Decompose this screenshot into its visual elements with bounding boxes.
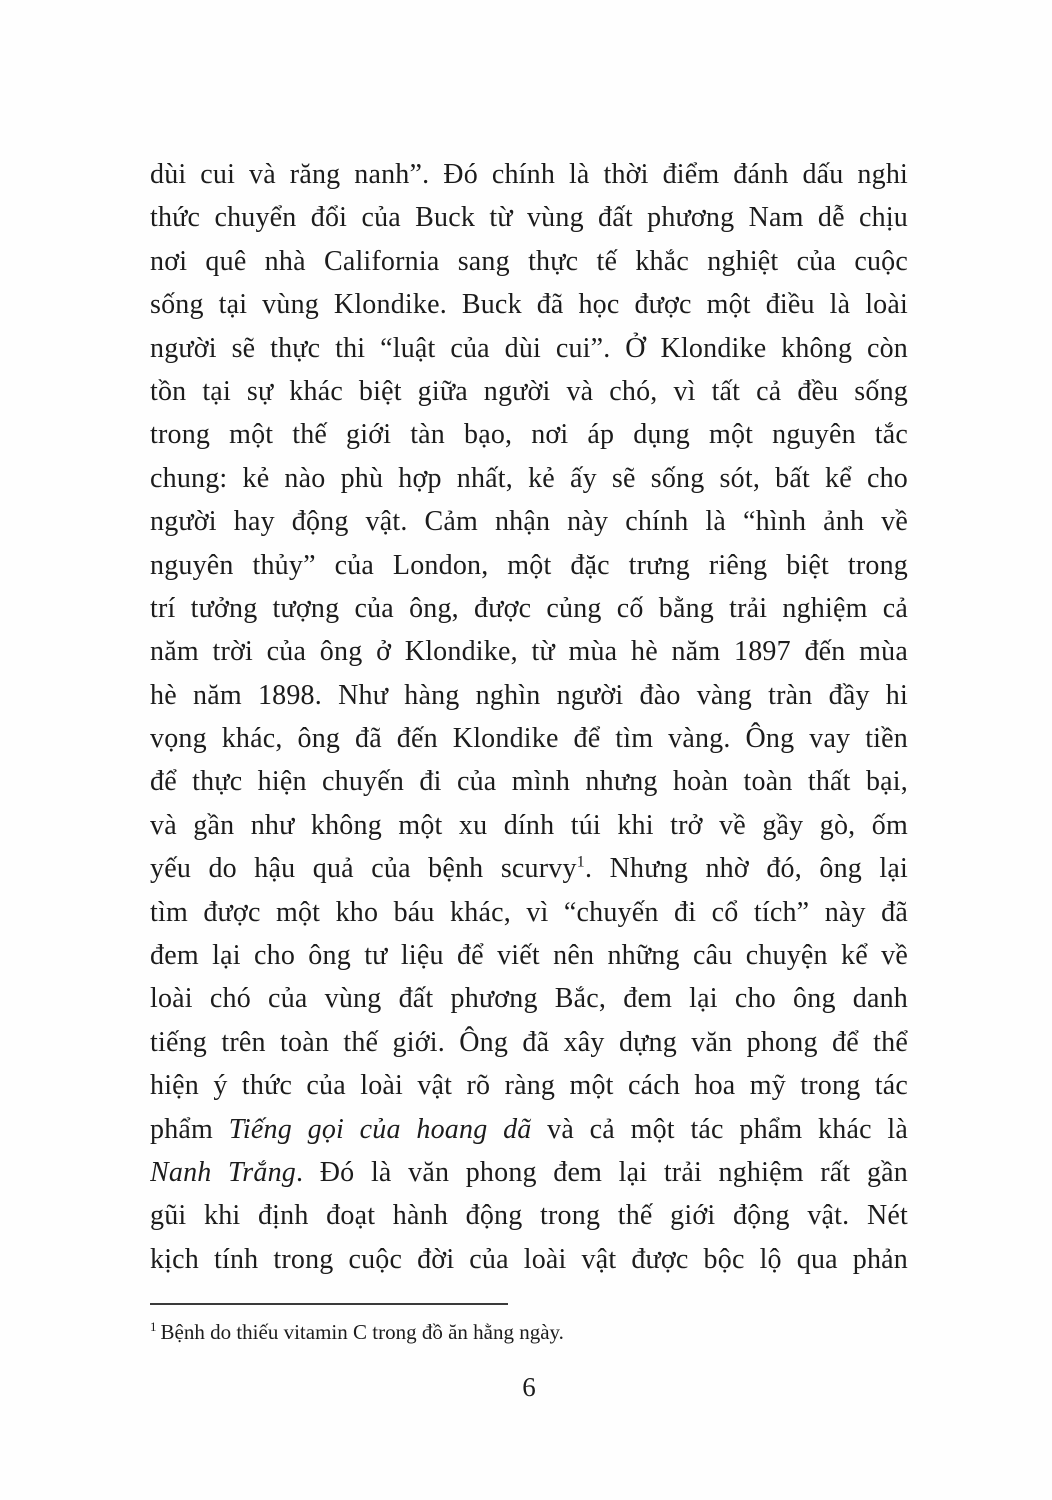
- text-line: [150, 457, 908, 500]
- text-segment: hiện ý thức của loài vật rõ ràng một cách hoa mỹ trong tác: [150, 1070, 908, 1102]
- text-segment: gũi khi định đoạt hành động trong thế giới động vật. Nét: [150, 1200, 908, 1232]
- text-line: [150, 1064, 908, 1107]
- body-text: [150, 153, 908, 1281]
- text-segment: đem lại cho ông tư liệu để viết nên những câu chuyện kể về: [150, 940, 908, 972]
- text-segment: . Đó là văn phong đem lại trải nghiệm rất gần: [295, 1156, 908, 1188]
- text-line: [150, 413, 908, 456]
- text-segment: kịch tính trong cuộc đời của loài vật được bộc lộ qua phản: [150, 1243, 908, 1275]
- text-segment: năm trời của ông ở Klondike, từ mùa hè năm 1897 đến mùa: [150, 636, 908, 668]
- text-segment: tồn tại sự khác biệt giữa người và chó, vì tất cả đều sống: [150, 375, 908, 407]
- text-line: [150, 196, 908, 239]
- footnote-reference: 1: [576, 852, 585, 871]
- text-line: [150, 283, 908, 326]
- text-segment: nguyên thủy” của London, một đặc trưng riêng biệt trong: [150, 549, 908, 581]
- text-line: [150, 327, 908, 370]
- text-line: [150, 153, 908, 196]
- text-line: [150, 1194, 908, 1237]
- text-segment: tìm được một kho báu khác, vì “chuyến đi cổ tích” này đã: [150, 896, 908, 928]
- footnote-marker: 1: [150, 1319, 157, 1334]
- text-line: [150, 977, 908, 1020]
- text-line: [150, 370, 908, 413]
- text-segment: vọng khác, ông đã đến Klondike để tìm vàng. Ông vay tiền: [150, 723, 908, 755]
- text-segment: người sẽ thực thi “luật của dùi cui”. Ở Klondike không còn: [150, 332, 908, 364]
- text-line: [150, 544, 908, 587]
- text-line: [150, 891, 908, 934]
- text-line: [150, 1021, 908, 1064]
- text-segment: hè năm 1898. Như hàng nghìn người đào vàng tràn đầy hi: [150, 679, 908, 711]
- text-segment: chung: kẻ nào phù hợp nhất, kẻ ấy sẽ sống sót, bất kể cho: [150, 462, 908, 494]
- text-segment: Tiếng gọi của hoang dã: [228, 1113, 532, 1145]
- text-segment: để thực hiện chuyến đi của mình nhưng hoàn toàn thất bại,: [150, 766, 908, 798]
- text-segment: loài chó của vùng đất phương Bắc, đem lại cho ông danh: [150, 983, 908, 1015]
- text-segment: sống tại vùng Klondike. Buck đã học được một điều là loài: [150, 289, 908, 321]
- text-line: [150, 717, 908, 760]
- text-segment: phẩm: [150, 1113, 229, 1145]
- page-number: 6: [522, 1372, 536, 1402]
- text-segment: tiếng trên toàn thế giới. Ông đã xây dựng văn phong để thể: [150, 1026, 908, 1058]
- footnote-text: Bệnh do thiếu vitamin C trong đồ ăn hằng ngày.: [160, 1320, 564, 1344]
- text-line: [150, 760, 908, 803]
- text-line: [150, 674, 908, 717]
- text-line: [150, 1238, 908, 1281]
- text-segment: và gần như không một xu dính túi khi trở về gầy gò, ốm: [150, 809, 908, 841]
- text-segment: người hay động vật. Cảm nhận này chính là “hình ảnh về: [150, 506, 908, 538]
- text-line: [150, 587, 908, 630]
- text-line: [150, 1151, 908, 1194]
- text-line: [150, 500, 908, 543]
- text-line: [150, 934, 908, 977]
- text-segment: trí tưởng tượng của ông, được củng cố bằng trải nghiệm cả: [150, 592, 908, 624]
- text-segment: Nanh Trắng: [150, 1156, 296, 1188]
- text-line: [150, 1108, 908, 1151]
- text-segment: nơi quê nhà California sang thực tế khắc nghiệt của cuộc: [150, 245, 908, 277]
- text-segment: dùi cui và răng nanh”. Đó chính là thời điểm đánh dấu nghi: [150, 159, 908, 190]
- text-line: [150, 847, 908, 890]
- text-segment: yếu do hậu quả của bệnh scurvy: [150, 853, 577, 885]
- text-line: [150, 804, 908, 847]
- footnote: [150, 1312, 908, 1347]
- text-segment: thức chuyển đổi của Buck từ vùng đất phương Nam dễ chịu: [150, 202, 908, 234]
- text-segment: và cả một tác phẩm khác là: [531, 1113, 908, 1145]
- text-segment: trong một thế giới tàn bạo, nơi áp dụng một nguyên tắc: [150, 419, 908, 451]
- text-line: [150, 240, 908, 283]
- text-segment: . Nhưng nhờ đó, ông lại: [585, 853, 908, 885]
- footnote-divider: [150, 1303, 508, 1305]
- text-line: [150, 630, 908, 673]
